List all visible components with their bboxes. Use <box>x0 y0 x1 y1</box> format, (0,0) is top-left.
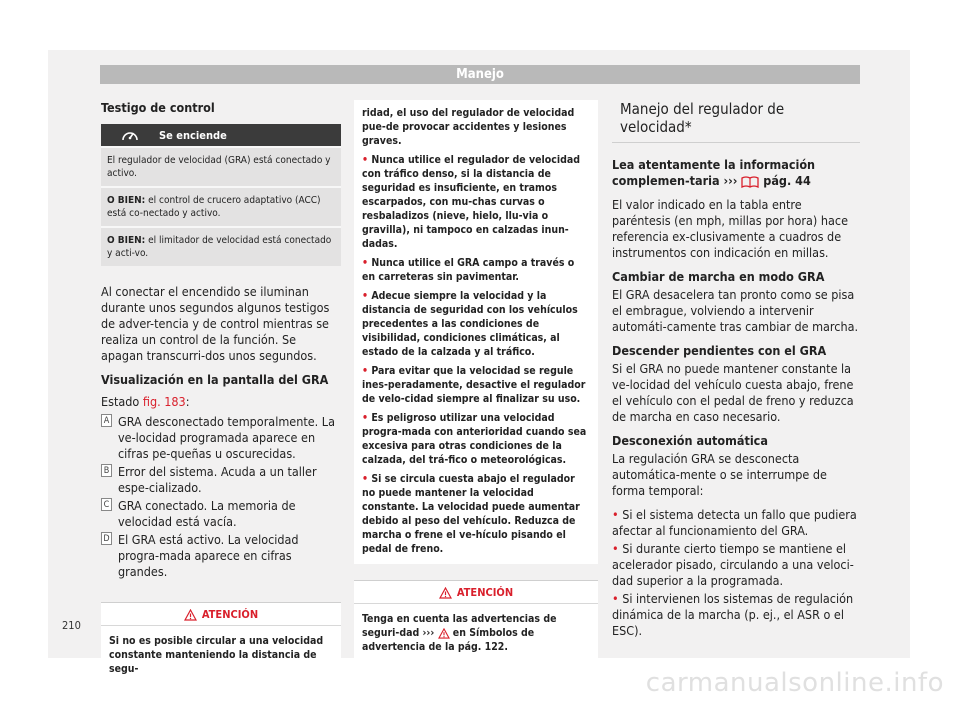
warning-text: Tenga en cuenta las advertencias de seguri-dad ››› en Símbolos de advertencia de la pág. 122. <box>362 613 557 653</box>
state-letter: D <box>101 532 112 545</box>
warning-header: ATENCIÓN <box>101 603 341 626</box>
list-item: • Si intervienen los sistemas de regulación dinámica de la marcha (p. ej., el ASR o el ESC). <box>612 591 854 638</box>
middle-column <box>354 100 598 660</box>
continuation-text: ridad, el uso del regulador de velocidad pue-de provocar accidentes y lesiones graves. <box>362 107 575 147</box>
book-icon <box>741 173 759 188</box>
warning-bullet: • Adecue siempre la velocidad y la distancia de seguridad con los vehículos precedentes a las condiciones de visibilidad, condiciones climáticas, al estado de la calzada y al tráfico. <box>362 290 578 358</box>
display-heading: Visualización en la pantalla del GRA <box>101 372 329 387</box>
warning-text: Si no es posible circular a una velocidad constante manteniendo la distancia de segu- <box>109 635 324 675</box>
section-title: Manejo del regulador de velocidad* <box>612 96 860 143</box>
safety-link[interactable]: en Símbolos de advertencia de la pág. 122. <box>362 627 535 653</box>
list-item: • Si durante cierto tiempo se mantiene el acelerador pisado, circulando a una veloci-dad superior a la programada. <box>612 541 854 588</box>
left-column <box>101 100 341 682</box>
paragraph: La regulación GRA se desconecta automática-mente o se interrumpe de forma temporal: <box>612 451 827 498</box>
section-header: Manejo <box>100 65 860 84</box>
state-item: C GRA conectado. La memoria de velocidad está vacía. <box>101 498 341 530</box>
warning-header: ATENCIÓN <box>354 581 598 604</box>
warning-box <box>101 602 341 682</box>
state-item: A GRA desconectado temporalmente. La ve-locidad programada aparece en cifras pe-queñas u oscurecidas. <box>101 414 341 462</box>
estado-line: Estado fig. 183: <box>101 394 190 409</box>
state-item: D El GRA está activo. La velocidad progra-mada aparece en cifras grandes. <box>101 532 341 580</box>
state-letter: A <box>101 414 112 427</box>
warning-triangle-icon <box>434 627 449 639</box>
state-letter: C <box>101 498 112 511</box>
intro-paragraph: Al conectar el encendido se iluminan durante unos segundos algunos testigos de adver-tencia y de control mientras se realiza un control de la función. Se apagan transcurri-dos unos segundos. <box>101 284 330 363</box>
indicator-row: O BIEN: el control de crucero adaptativo (ACC) está co-nectado y activo. <box>101 186 341 226</box>
state-letter: B <box>101 464 112 477</box>
warning-continuation <box>354 100 598 564</box>
paragraph: Si el GRA no puede mantener constante la ve-locidad del vehículo cuesta abajo, frene el vehículo con el pedal de freno y reduzca de marcha en caso necesario. <box>612 361 854 424</box>
page-number: 210 <box>62 619 81 632</box>
indicator-row: O BIEN: el limitador de velocidad está conectado y acti-vo. <box>101 226 341 266</box>
page-link[interactable]: pág. 44 <box>759 173 811 188</box>
warning-bullet: • Para evitar que la velocidad se regule ines-peradamente, desactive el regulador de velo-cidad siempre al finalizar su uso. <box>362 365 586 405</box>
warning-bullet: • Es peligroso utilizar una velocidad progra-mada con anterioridad cuando sea excesiva para otras condiciones de la calzada, del trá-fico o meteorológicas. <box>362 412 587 466</box>
figure-link[interactable]: fig. 183 <box>142 394 186 409</box>
indicator-row: El regulador de velocidad (GRA) está conectado y activo. <box>101 146 341 186</box>
state-item: B Error del sistema. Acuda a un taller espe-cializado. <box>101 464 341 496</box>
speedometer-icon <box>101 128 159 142</box>
warning-bullet: • Nunca utilice el regulador de velocidad con tráfico denso, si la distancia de seguridad es insuficiente, en tramos escarpados, con mu-chas curvas o resbaladizos (nieve, hielo, llu-via o gravilla), ni tampoco en calzadas inun-dadas. <box>362 154 580 250</box>
warning-triangle-icon <box>184 608 197 621</box>
paragraph: El GRA desacelera tan pronto como se pisa el embrague, volviendo a intervenir automáti-camente tras cambiar de marcha. <box>612 287 859 334</box>
warning-bullet: • Nunca utilice el GRA campo a través o en carreteras sin pavimentar. <box>362 257 575 283</box>
subheading: Cambiar de marcha en modo GRA <box>612 269 825 284</box>
subheading: Descender pendientes con el GRA <box>612 343 827 358</box>
warning-box-2 <box>354 580 598 660</box>
watermark: carmanualsonline.info <box>645 668 944 698</box>
indicator-table-header <box>101 124 341 146</box>
paragraph: El valor indicado en la tabla entre paréntesis (en mph, millas por hora) hace referencia ex-clusivamente a cuadros de instrumentos con indicación en millas. <box>612 197 849 260</box>
indicator-header-label: Se enciende <box>159 128 227 142</box>
warning-bullet: • Si se circula cuesta abajo el regulador no puede mantener la velocidad constante. La velocidad puede aumentar debido al peso del vehículo. Reduzca de marcha o frene el ve-hículo pisando el pedal de freno. <box>362 473 580 555</box>
list-item: • Si el sistema detecta un fallo que pudiera afectar al funcionamiento del GRA. <box>612 507 857 538</box>
subheading: Desconexión automática <box>612 433 768 448</box>
warning-triangle-icon <box>439 586 452 599</box>
indicator-heading: Testigo de control <box>101 100 215 115</box>
lead-paragraph: Lea atentamente la información complemen-taria ››› pág. 44 <box>612 157 816 188</box>
right-column <box>612 96 860 641</box>
